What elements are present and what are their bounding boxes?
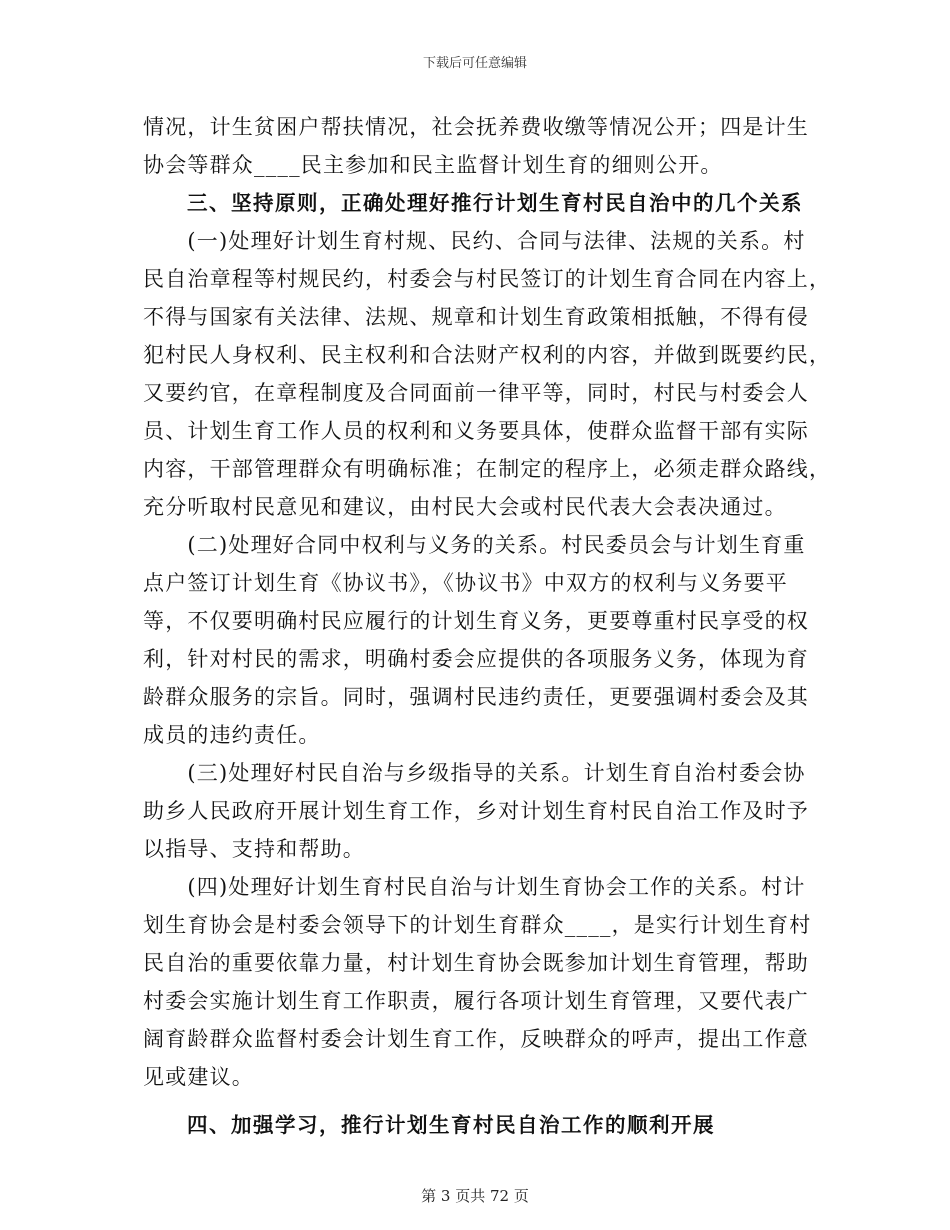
page-header: 下载后可任意编辑 (422, 56, 527, 71)
text-line: 情况，计生贫困户帮扶情况，社会抚养费收缴等情况公开；四是计生 (143, 115, 809, 139)
text-line: 犯村民人身权利、民主权利和合法财产权利的内容，并做到既要约民， (143, 343, 832, 367)
text-line: 不得与国家有关法律、法规、规章和计划生育政策相抵触，不得有侵 (143, 305, 809, 329)
text-line: 员、计划生育工作人员的权利和义务要具体，使群众监督干部有实际 (143, 419, 809, 443)
text-line: 利，针对村民的需求，明确村委会应提供的各项服务义务，体现为育 (143, 647, 809, 671)
text-line: (三)处理好村民自治与乡级指导的关系。计划生育自治村委会协 (143, 761, 806, 785)
text-line: (一)处理好计划生育村规、民约、合同与法律、法规的关系。村 (143, 229, 806, 253)
text-line: 阔育龄群众监督村委会计划生育工作，反映群众的呼声，提出工作意 (143, 1027, 809, 1051)
text-line: 助乡人民政府开展计划生育工作，乡对计划生育村民自治工作及时予 (143, 799, 809, 823)
text-line: 以指导、支持和帮助。 (143, 837, 365, 861)
text-line: 民自治的重要依靠力量，村计划生育协会既参加计划生育管理，帮助 (143, 951, 809, 975)
text-line: 等，不仅要明确村民应履行的计划生育义务，更要尊重村民享受的权 (143, 609, 809, 633)
document-body (143, 108, 832, 1144)
text-line: (四)处理好计划生育村民自治与计划生育协会工作的关系。村计 (143, 875, 806, 899)
section-heading: 四、加强学习，推行计划生育村民自治工作的顺利开展 (143, 1113, 715, 1137)
text-line: 村委会实施计划生育工作职责，履行各项计划生育管理，又要代表广 (143, 989, 809, 1013)
text-line: 划生育协会是村委会领导下的计划生育群众____，是实行计划生育村 (143, 913, 812, 937)
section-heading: 三、坚持原则，正确处理好推行计划生育村民自治中的几个关系 (143, 191, 803, 215)
text-line: 内容，干部管理群众有明确标准；在制定的程序上，必须走群众路线， (143, 457, 832, 481)
text-line: (二)处理好合同中权利与义务的关系。村民委员会与计划生育重 (143, 533, 806, 557)
text-line: 点户签订计划生育《协议书》，《协议书》中双方的权利与义务要平 (143, 571, 788, 595)
text-line: 充分听取村民意见和建议，由村民大会或村民代表大会表决通过。 (143, 495, 787, 519)
text-line: 见或建议。 (143, 1065, 254, 1089)
page-footer: 第 3 页共 72 页 (421, 1187, 529, 1205)
text-line: 民自治章程等村规民约，村委会与村民签订的计划生育合同在内容上， (143, 267, 832, 291)
text-line: 协会等群众____民主参加和民主监督计划生育的细则公开。 (143, 153, 723, 177)
text-line: 成员的违约责任。 (143, 723, 321, 747)
text-line: 又要约官，在章程制度及合同面前一律平等，同时，村民与村委会人 (143, 381, 809, 405)
text-line: 龄群众服务的宗旨。同时，强调村民违约责任，更要强调村委会及其 (143, 685, 809, 709)
